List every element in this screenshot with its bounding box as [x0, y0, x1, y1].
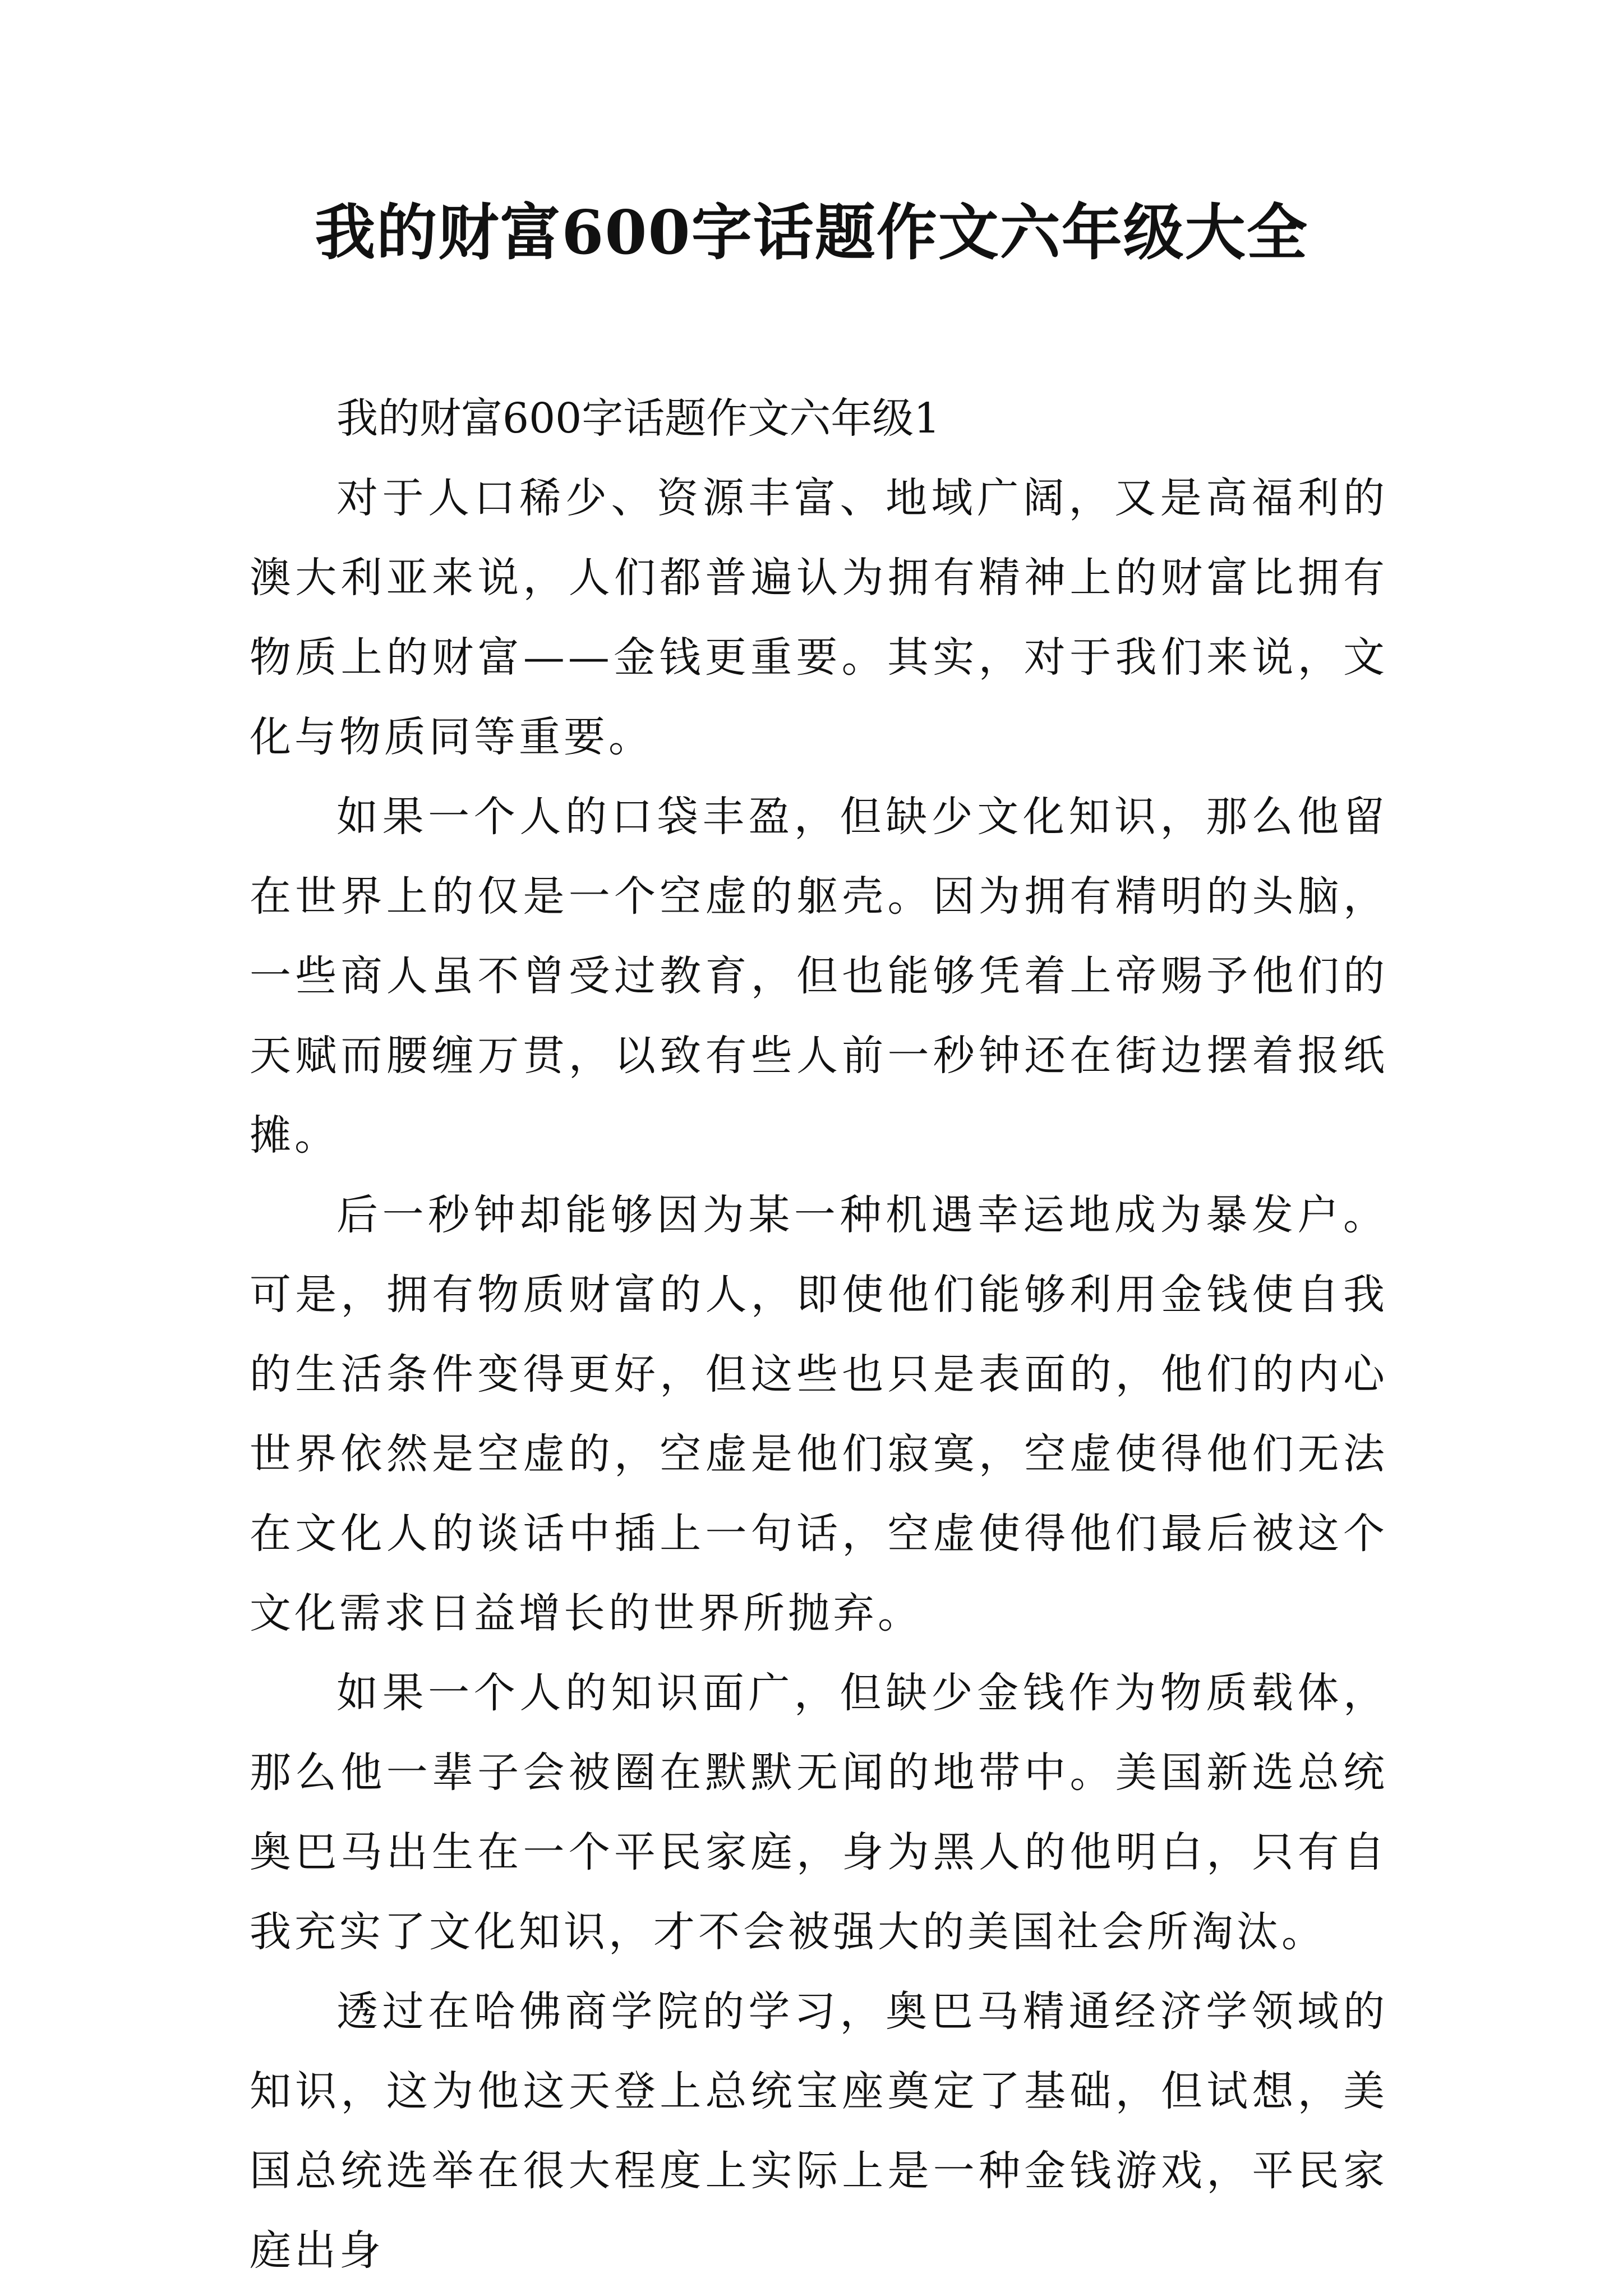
paragraph-1: 对于人口稀少、资源丰富、地域广阔，又是高福利的澳大利亚来说，人们都普遍认为拥有精神上的财富比拥有物质上的财富——金钱更重要。其实，对于我们来说，文化与物质同等重要。 — [250, 474, 1388, 761]
paragraph-2: 如果一个人的口袋丰盈，但缺少文化知识，那么他留在世界上的仅是一个空虚的躯壳。因为拥有精明的头脑，一些商人虽不曾受过教育，但也能够凭着上帝赐予他们的天赋而腰缠万贯，以致有些人前一秒钟还在街边摆着报纸摊。 — [250, 793, 1388, 1159]
paragraph-5: 透过在哈佛商学院的学习，奥巴马精通经济学领域的知识，这为他这天登上总统宝座奠定了基础，但试想，美国总统选举在很大程度上实际上是一种金钱游戏，平民家庭出身 — [250, 1987, 1388, 2275]
essay-subheading: 我的财富600字话题作文六年级1 — [336, 394, 940, 443]
paragraph-4: 如果一个人的知识面广，但缺少金钱作为物质载体，那么他一辈子会被圈在默默无闻的地带中。美国新选总统奥巴马出生在一个平民家庭，身为黑人的他明白，只有自我充实了文化知识，才不会被强大的美国社会所淘汰。 — [250, 1669, 1388, 1956]
document-title: 我的财富600字话题作文六年级大全 — [315, 197, 1308, 268]
document-body — [250, 379, 1388, 2290]
paragraph-3: 后一秒钟却能够因为某一种机遇幸运地成为暴发户。可是，拥有物质财富的人，即使他们能够利用金钱使自我的生活条件变得更好，但这些也只是表面的，他们的内心世界依然是空虚的，空虚是他们寂寞，空虚使得他们无法在文化人的谈话中插上一句话，空虚使得他们最后被这个文化需求日益增长的世界所抛弃。 — [250, 1191, 1388, 1637]
